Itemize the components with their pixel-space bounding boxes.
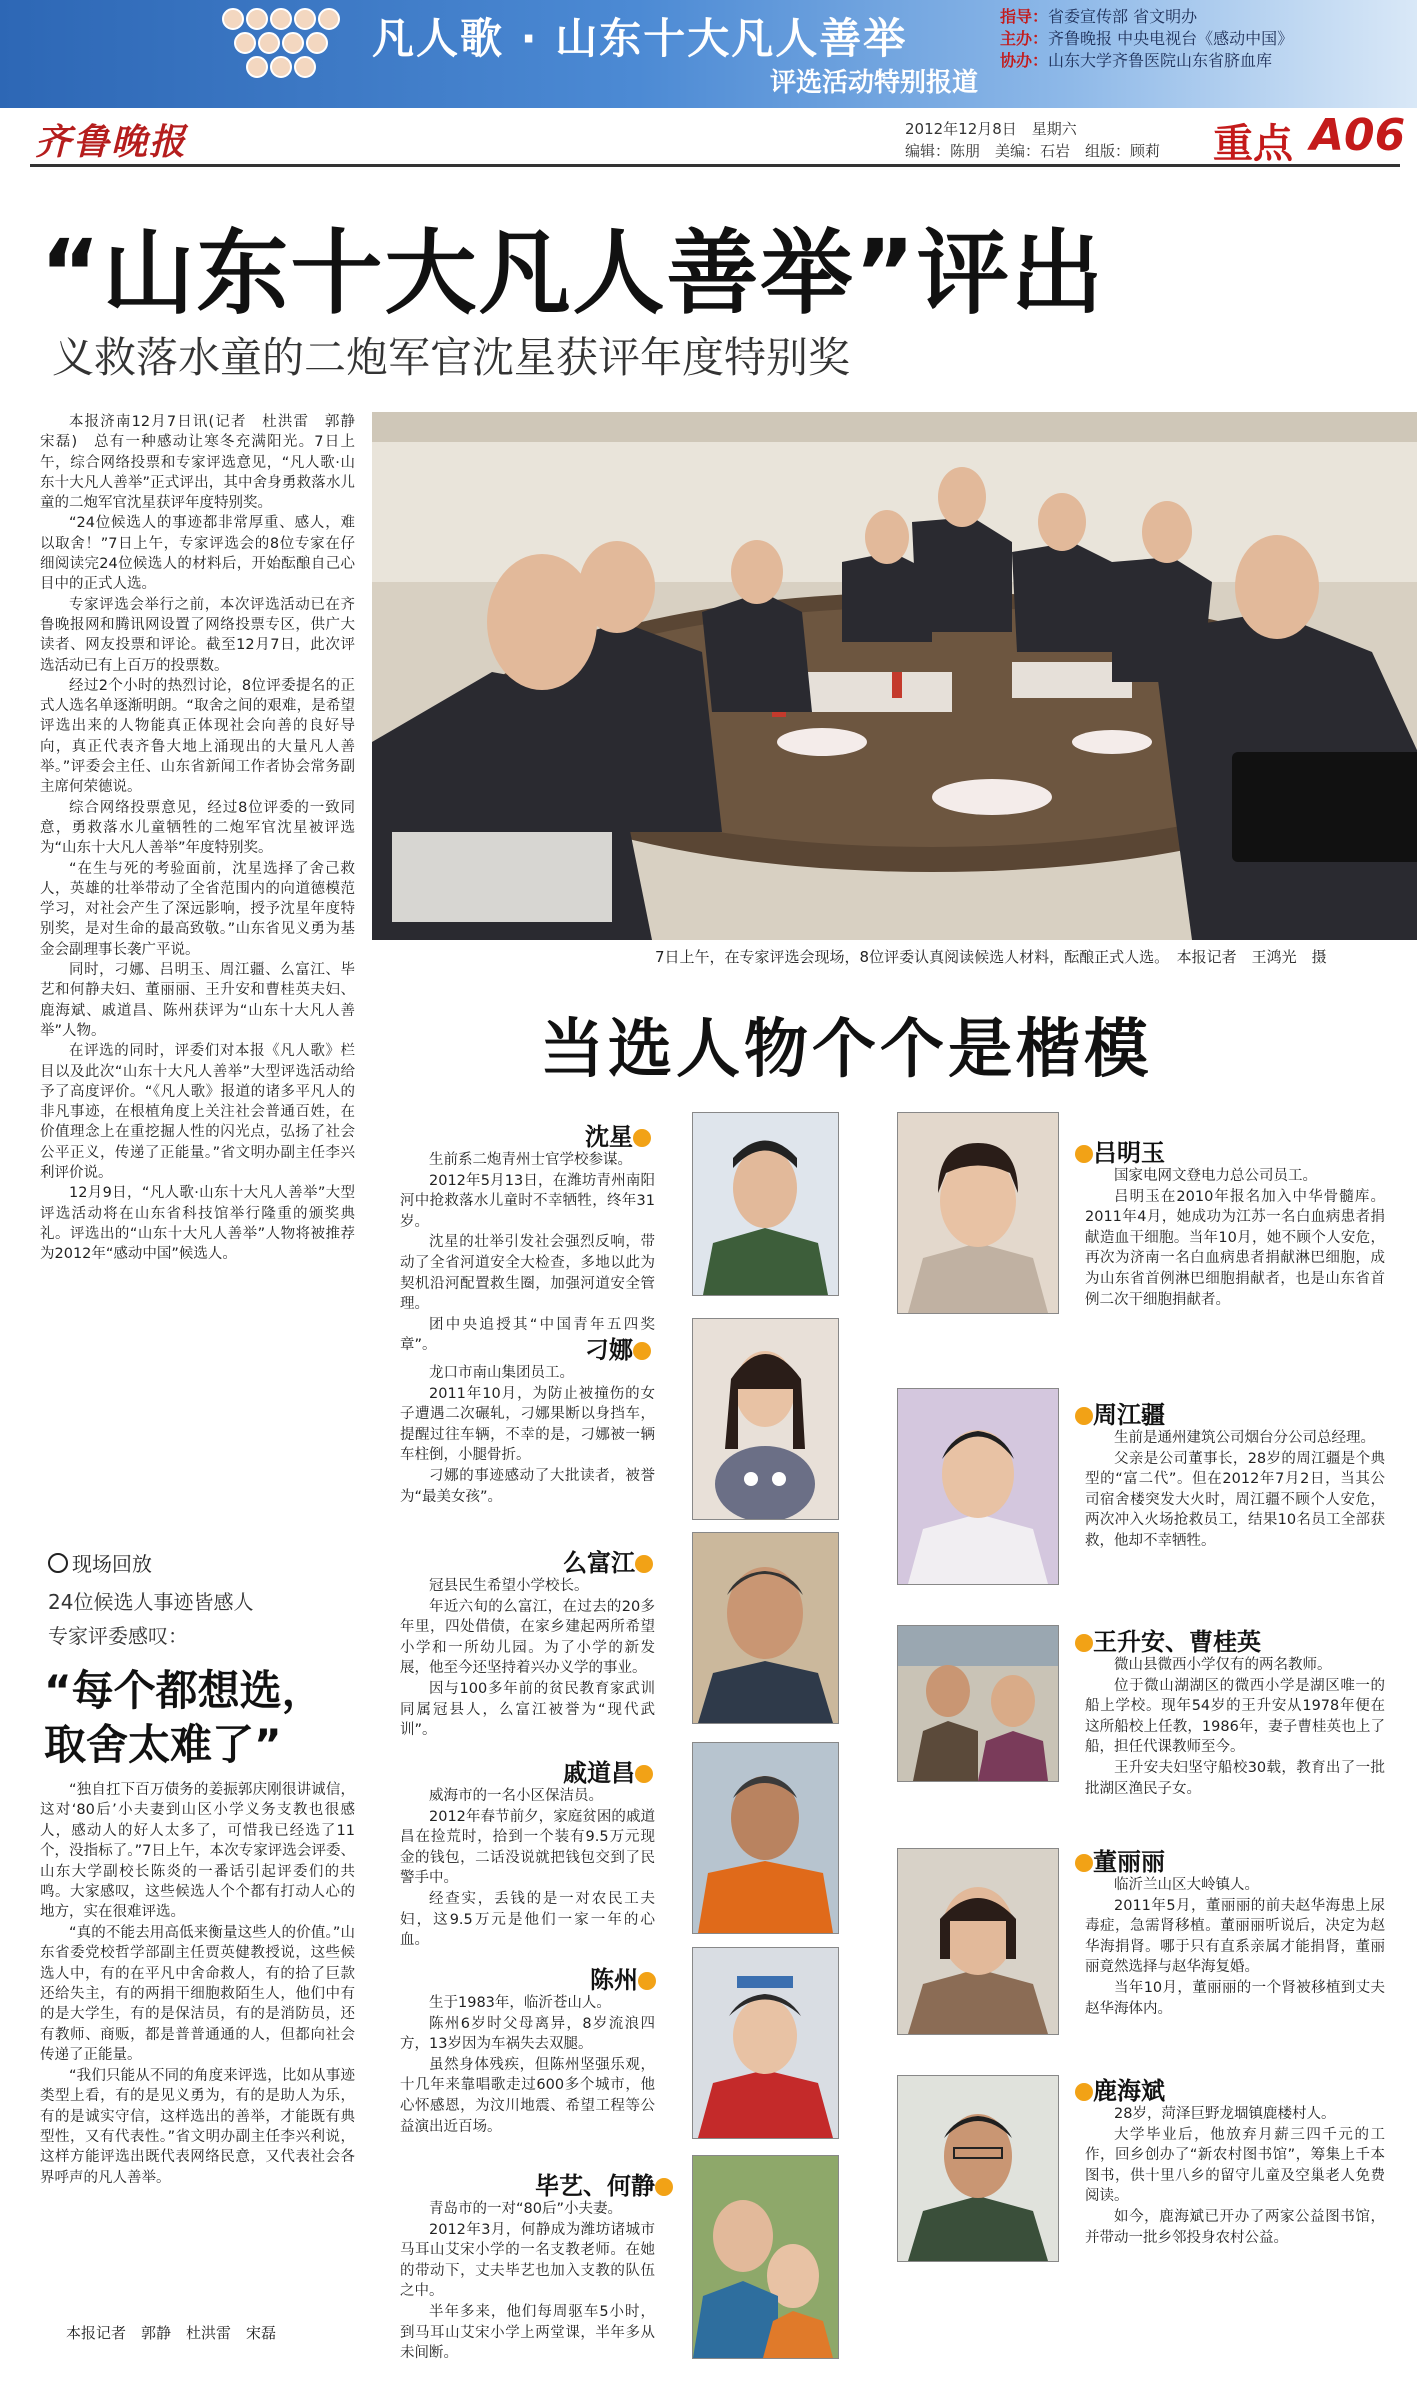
profile-name: 王升安、曹桂英	[1075, 1622, 1261, 1657]
review-subtitle: 专家评委感叹：	[48, 1624, 188, 1648]
credit-line: 主办：齐鲁晚报 中央电视台《感动中国》	[1000, 29, 1294, 48]
profile-text: 生前是通州建筑公司烟台分公司总经理。 父亲是公司董事长，28岁的周江疆是个典型的“富二代”。但在2012年7月2日，当其公司宿舍楼突发大火时，周江疆不顾个人安危，两次冲入火场抢救员工，结果10名员工全部获救，他却不幸牺牲。	[1085, 1430, 1385, 1549]
lead-article	[40, 412, 370, 1264]
article-paragraph: 专家评选会举行之前，本次评选活动已在齐鲁晚报网和腾讯网设置了网络投票专区，供广大读者、网友投票和评论。截至12月7日，此次评选活动已有上百万的投票数。	[40, 596, 355, 674]
credit-line: 指导：省委宣传部 省文明办	[1000, 7, 1198, 26]
profile-text: 龙口市南山集团员工。 2011年10月，为防止被撞伤的女子遭遇二次碾轧，刁娜果断以身挡车，提醒过往车辆，不幸的是，刁娜被一辆车柱倒，小腿骨折。 刁娜的事迹感动了大批读者，被誉为“最美女孩”。	[400, 1365, 655, 1505]
article-paragraph: “独自扛下百万债务的姜振郭庆刚很讲诚信，这对‘80后’小夫妻到山区小学义务支教也很感人，感动人的好人太多了，可惜我已经选了11个，没指标了。”7日上午，本次专家评选会评委、山东大学副校长陈炎的一番话引起评委们的共鸣。大家感叹，这些候选人个个都有打动人心的地方，实在很难评选。	[40, 1782, 355, 1921]
profile-photo	[692, 1318, 839, 1520]
section-title: 当选人物个个是楷模	[540, 1013, 1152, 1087]
profile-photo	[692, 2155, 839, 2359]
profile-name: 沈星	[585, 1117, 651, 1152]
bullet-dot-icon	[1075, 1407, 1093, 1425]
banner-avatar-collage	[222, 8, 342, 78]
review-pull-quote: “每个都想选， 取舍太难了”	[44, 1666, 324, 1769]
profile-name: 鹿海斌	[1075, 2071, 1165, 2106]
masthead-rule	[30, 112, 1400, 167]
banner-credits	[1000, 6, 1410, 72]
profile-name: 董丽丽	[1075, 1842, 1165, 1877]
profile-photo	[897, 1388, 1059, 1585]
article-paragraph: 本报济南12月7日讯(记者 杜洪雷 郭静 宋磊) 总有一种感动让寒冬充满阳光。7日上午，综合网络投票和专家评选意见，“凡人歌·山东十大凡人善举”正式评出，其中舍身勇救落水儿童的二炮军官沈星获评年度特别奖。	[40, 414, 370, 512]
profile-photo	[897, 1625, 1059, 1782]
banner-title: 凡人歌 · 山东十大凡人善举	[372, 14, 908, 63]
profile-text: 冠县民生希望小学校长。 年近六旬的么富江，在过去的20多年里，四处借债，在家乡建起两所希望小学和一所幼儿园。为了小学的新发展，他至今还坚持着兴办义学的事业。 因与100多年前的贫民教育家武训同属冠县人，么富江被誉为“现代武训”。	[400, 1578, 655, 1739]
profile-text: 微山县微西小学仅有的两名教师。 位于微山湖湖区的微西小学是湖区唯一的船上学校。现年54岁的王升安从1978年便在这所船校上任教，1986年，妻子曹桂英也上了船，担任代课教师至今。 王升安夫妇坚守船校30载，教育出了一批批湖区渔民子女。	[1085, 1657, 1385, 1797]
profile-photo	[897, 1848, 1059, 2035]
bullet-dot-icon	[655, 2178, 673, 2196]
profile-photo	[692, 1112, 839, 1296]
profile-photo	[692, 1742, 839, 1934]
profile-photo	[897, 2075, 1059, 2262]
newspaper-logo: 齐鲁晚报	[35, 121, 188, 163]
meeting-photo	[372, 412, 1417, 940]
article-paragraph: “我们只能从不同的角度来评选，比如从事迹类型上看，有的是见义勇为，有的是助人为乐，有的是诚实守信，这样选出的善举，才能既有典型性，又有代表性。”省文明办副主任李兴利说，这样方能评选出既代表网络民意，又代表社会各界呼声的凡人善举。	[40, 2067, 355, 2186]
profile-text: 28岁，菏泽巨野龙堌镇鹿楼村人。 大学毕业后，他放弃月薪三四千元的工作，回乡创办了“新农村图书馆”，筹集上千本图书，供十里八乡的留守儿童及空巢老人免费阅读。 如今，鹿海斌已开办了两家公益图书馆，并带动一批乡邻投身农村公益。	[1085, 2106, 1385, 2246]
review-subtitle: 24位候选人事迹皆感人	[48, 1590, 254, 1614]
page-headline: “山东十大凡人善举”评出	[40, 220, 1105, 327]
banner-subtitle: 评选活动特别报道	[770, 68, 979, 98]
article-paragraph: 综合网络投票意见，经过8位评委的一致同意，勇救落水儿童牺牲的二炮军官沈星被评选为“山东十大凡人善举”年度特别奖。	[40, 799, 355, 857]
article-paragraph: “在生与死的考验面前，沈星选择了舍己救人，英雄的壮举带动了全省范围内的向道德模范学习，对社会产生了深远影响，授予沈星年度特别奖，是对生命的最高致敬。”山东省见义勇为基金会副理事长袭广平说。	[40, 860, 355, 958]
article-paragraph: “真的不能去用高低来衡量这些人的价值。”山东省委党校哲学部副主任贾英健教授说，这些候选人中，有的在平凡中舍命救人，有的拾了巨款还给失主，有的两捐干细胞救陌生人，他们中有的是大学生，有的是保洁员，有的是消防员，还有教师、商贩，都是普普通通的人，但都向社会传递了正能量。	[40, 1924, 355, 2064]
issue-date: 2012年12月8日 星期六	[905, 120, 1077, 138]
page-subheadline: 义救落水童的二炮军官沈星获评年度特别奖	[52, 333, 851, 382]
bullet-dot-icon	[638, 1972, 656, 1990]
profile-name: 周江疆	[1075, 1395, 1165, 1430]
profile-text: 青岛市的一对“80后”小夫妻。 2012年3月，何静成为潍坊诸城市马耳山艾宋小学的一名支教老师。在她的带动下，丈夫毕艺也加入支教的队伍之中。 半年多来，他们每周驱车5小时，到马耳山艾宋小学上两堂课，半年多从未间断。	[400, 2201, 655, 2362]
article-paragraph: 经过2个小时的热烈讨论，8位评委提名的正式人选名单逐渐明朗。“取舍之间的艰难，是希望评选出来的人物能真正体现社会向善的良好导向，真正代表齐鲁大地上涌现出的大量凡人善举。”评委会主任、山东省新闻工作者协会常务副主席何荣德说。	[40, 677, 355, 796]
article-paragraph: 同时，刁娜、吕明玉、周江疆、么富江、毕艺和何静夫妇、董丽丽、王升安和曹桂英夫妇、鹿海斌、戚道昌、陈州获评为“山东十大凡人善举”人物。	[40, 962, 355, 1039]
article-paragraph: “24位候选人的事迹都非常厚重、感人，难以取舍！”7日上午，专家评选会的8位专家在仔细阅读完24位候选人的材料后，开始酝酿自己心目中的正式人选。	[40, 515, 355, 593]
photo-caption: 7日上午，在专家评选会现场，8位评委认真阅读候选人材料，酝酿正式人选。 本报记者 王鸿光 摄	[655, 948, 1327, 966]
review-article	[40, 1780, 355, 2188]
bullet-dot-icon	[1075, 1145, 1093, 1163]
bullet-dot-icon	[1075, 1854, 1093, 1872]
profile-photo	[692, 1532, 839, 1724]
profile-name: 戚道昌	[563, 1753, 653, 1788]
review-byline: 本报记者 郭静 杜洪雷 宋磊	[66, 2324, 277, 2342]
bullet-dot-icon	[633, 1342, 651, 1360]
editor-credits: 编辑：陈朋 美编：石岩 组版：顾莉	[905, 142, 1161, 160]
page-number: A06	[1310, 110, 1406, 161]
circle-icon	[48, 1553, 68, 1573]
profile-text: 生前系二炮青州士官学校参谋。 2012年5月13日，在潍坊青州南阳河中抢救落水儿童时不幸牺牲，终年31岁。 沈星的壮举引发社会强烈反响，带动了全省河道安全大检查，多地以此为契机沿河配置救生圈，加强河道安全管理。 团中央追授其“中国青年五四奖章”。	[400, 1152, 655, 1354]
bullet-dot-icon	[1075, 2083, 1093, 2101]
review-section-tag: 现场回放	[48, 1548, 152, 1577]
profile-text: 威海市的一名小区保洁员。 2012年春节前夕，家庭贫困的戚道昌在捡荒时，拾到一个装有9.5万元现金的钱包，二话没说就把钱包交到了民警手中。 经查实，丢钱的是一对农民工夫妇，这9.5万元是他们一家一年的心血。	[400, 1788, 655, 1949]
profile-text: 国家电网文登电力总公司员工。 吕明玉在2010年报名加入中华骨髓库。2011年4月，她成功为江苏一名白血病患者捐献造血干细胞。当年10月，她不顾个人安危，再次为济南一名白血病患者捐献淋巴细胞，成为山东省首例淋巴细胞捐献者，也是山东省首例二次干细胞捐献者。	[1085, 1168, 1385, 1308]
profile-name: 毕艺、何静	[535, 2166, 673, 2201]
profile-photo	[897, 1112, 1059, 1314]
profile-name: 么富江	[563, 1543, 653, 1578]
profile-photo	[692, 1947, 839, 2139]
bullet-dot-icon	[635, 1555, 653, 1573]
bullet-dot-icon	[635, 1765, 653, 1783]
article-paragraph: 在评选的同时，评委们对本报《凡人歌》栏目以及此次“山东十大凡人善举”大型评选活动给予了高度评价。“《凡人歌》报道的诸多平凡人的非凡事迹，在根植角度上关注社会普通百姓，在价值理念上在重挖掘人性的闪光点，弘扬了社会公平正义，传递了正能量。”省文明办副主任李兴利评价说。	[40, 1043, 355, 1181]
credit-line: 协办：山东大学齐鲁医院山东省脐血库	[1000, 51, 1273, 70]
profile-text: 生于1983年，临沂苍山人。 陈州6岁时父母离异，8岁流浪四方，13岁因为车祸失去双腿。 虽然身体残疾，但陈州坚强乐观，十几年来靠唱歌走过600多个城市，他心怀感恩，为汶川地震、希望工程等公益演出近百场。	[400, 1995, 655, 2135]
bullet-dot-icon	[633, 1129, 651, 1147]
profile-name: 刁娜	[585, 1330, 651, 1365]
bullet-dot-icon	[1075, 1634, 1093, 1652]
article-paragraph: 12月9日，“凡人歌·山东十大凡人善举”大型评选活动将在山东省科技馆举行隆重的颁奖典礼。评选出的“山东十大凡人善举”人物将被推荐为2012年“感动中国”候选人。	[40, 1185, 355, 1263]
profile-name: 陈州	[590, 1960, 656, 1995]
section-label: 重点	[1213, 121, 1293, 167]
profile-name: 吕明玉	[1075, 1133, 1165, 1168]
profile-text: 临沂兰山区大岭镇人。 2011年5月，董丽丽的前夫赵华海患上尿毒症，急需肾移植。董丽丽听说后，决定为赵华海捐肾。哪于只有直系亲属才能捐肾，董丽丽竟然选择与赵华海复婚。 当年10月，董丽丽的一个肾被移植到丈夫赵华海体内。	[1085, 1877, 1385, 2017]
